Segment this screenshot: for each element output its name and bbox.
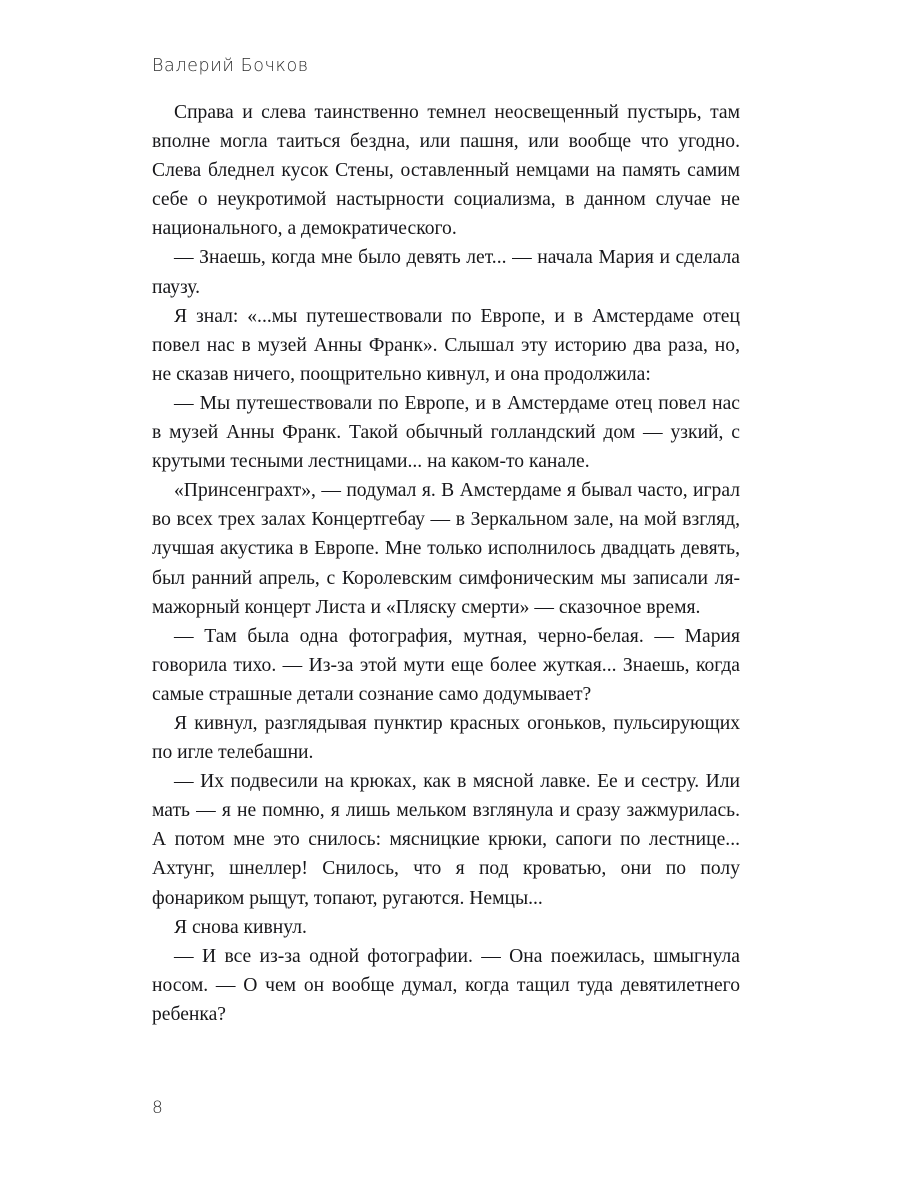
paragraph: — Их подвесили на крюках, как в мясной лавке. Ее и сестру. Или мать — я не помню, я лишь мельком взглянула и сразу зажмурилась. А потом мне это снилось: мясницкие крюки, сапоги по лестнице... Ахтунг, шнеллер! Снилось, что я под кроватью, они по полу фонариком рыщут, топают, ругаются. Немцы... <box>152 771 740 909</box>
paragraph: Я снова кивнул. <box>174 916 307 938</box>
page-number: 8 <box>152 1098 163 1118</box>
paragraph: «Принсенграхт», — подумал я. В Амстердаме я бывал часто, играл во всех трех залах Концертгебау — в Зеркальном зале, на мой взгляд, лучшая акустика в Европе. Мне только исполнилось двадцать девять, был ранний апрель, с Королевским симфоническим мы записали ля-мажорный концерт Листа и «Пляску смерти» — сказочное время. <box>152 480 740 618</box>
paragraph: Справа и слева таинственно темнел неосвещенный пустырь, там вполне могла таиться бездна, или пашня, или вообще что угодно. Слева бледнел кусок Стены, оставленный немцами на память самим себе о неукротимой настырности социализма, в данном случае не национального, а демократического. <box>152 102 740 240</box>
paragraph: Я знал: «...мы путешествовали по Европе, и в Амстердаме отец повел нас в музей Анны Франк». Слышал эту историю два раза, но, не сказав ничего, поощрительно кивнул, и она продолжила: <box>152 305 740 385</box>
body-text-block <box>152 98 740 1029</box>
paragraph: — Там была одна фотография, мутная, черно-белая. — Мария говорила тихо. — Из-за этой мути еще более жуткая... Знаешь, когда самые страшные детали сознание само додумывает? <box>152 625 740 705</box>
paragraph: — И все из-за одной фотографии. — Она поежилась, шмыгнула носом. — О чем он вообще думал, когда тащил туда девятилетнего ребенка? <box>152 945 740 1025</box>
paragraph: — Знаешь, когда мне было девять лет... — начала Мария и сделала паузу. <box>152 247 740 298</box>
running-head-author: Валерий Бочков <box>152 56 309 76</box>
paragraph: — Мы путешествовали по Европе, и в Амстердаме отец повел нас в музей Анны Франк. Такой обычный голландский дом — узкий, с крутыми тесными лестницами... на каком-то канале. <box>152 392 740 473</box>
paragraph: Я кивнул, разглядывая пунктир красных огоньков, пульсирующих по игле телебашни. <box>152 712 740 764</box>
